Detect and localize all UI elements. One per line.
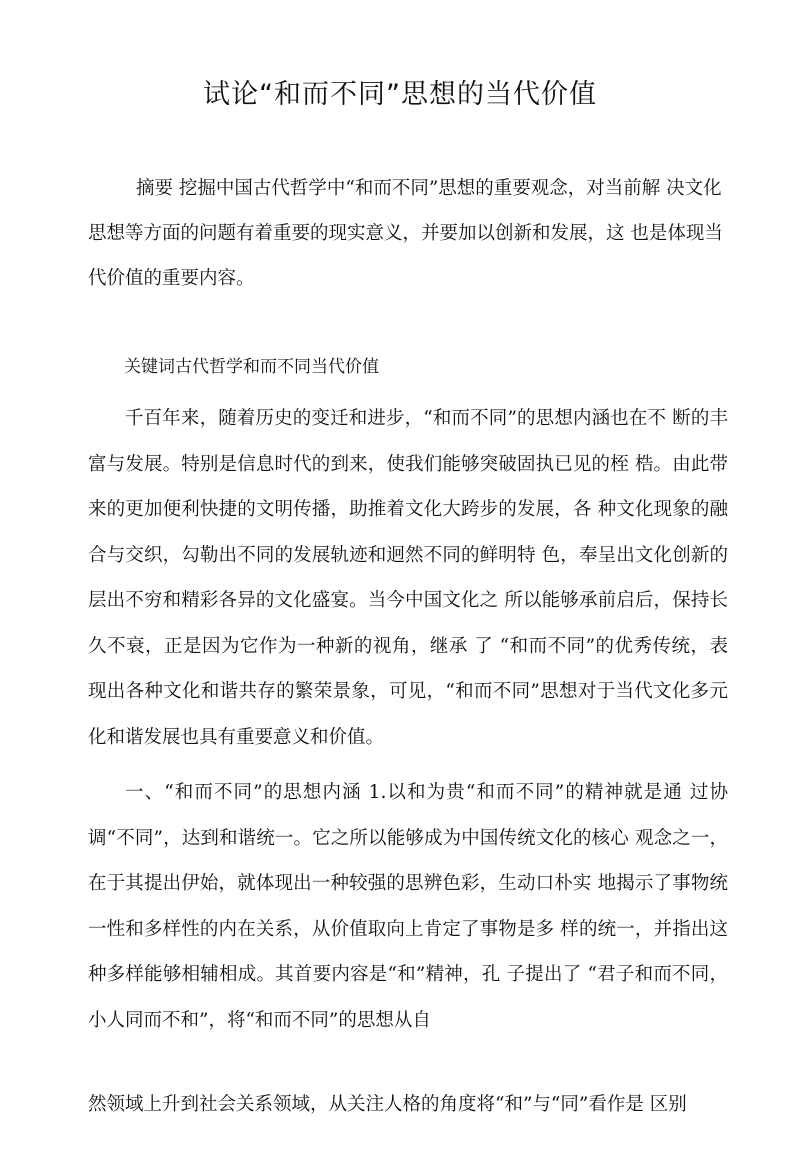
body-paragraph: 一、“和而不同”的思想内涵 1.以和为贵“和而不同”的精神就是通 过协调“不同”，达到和谐统一。它之所以能够成为中国传统文化的核心 观念之一，在于其提出伊始，就体现出一种较强的思辨色彩，生动口朴实 地揭示了事物统一性和多样性的内在关系，从价值取向上肯定了事物是多 样的统一，并指出这种多样能够相辅相成。其首要内容是“和”精神，孔 子提出了 “君子和而不同，小人同而不和”，将“和而不同”的思想从自 <box>88 782 728 1031</box>
body-paragraph: 千百年来，随着历史的变迁和进步，“和而不同”的思想内涵也在不 断的丰富与发展。特别是信息时代的到来，使我们能够突破固执已见的桎 梏。由此带来的更加便利快捷的文明传播，助推着文化大跨步的发展，各 种文化现象的融合与交织，勾勒出不同的发展轨迹和迥然不同的鲜明特 色，奉呈出文化创新的层出不穷和精彩各异的文化盛宴。当今中国文化之 所以能够承前启后，保持长久不衰，正是因为它作为一种新的视角，继承 了 “和而不同”的优秀传统，表现出各种文化和谐共存的繁荣景象，可见，“和而不同”思想对于当代文化多元化和谐发展也具有重要意义和价值。 <box>88 408 728 748</box>
abstract-paragraph: 摘要 挖掘中国古代哲学中“和而不同”思想的重要观念，对当前解 决文化思想等方面的问题有着重要的现实意义，并要加以创新和发展，这 也是体现当代价值的重要内容。 <box>88 178 723 289</box>
keywords-line: 关键词古代哲学和而不同当代价值 <box>124 357 379 377</box>
document-title: 试论“和而不同”思想的当代价值 <box>203 79 597 110</box>
body-paragraph-continuation: 然领域上升到社会关系领域，从关注人格的角度将“和”与“同”看作是 区别 <box>88 1094 687 1115</box>
